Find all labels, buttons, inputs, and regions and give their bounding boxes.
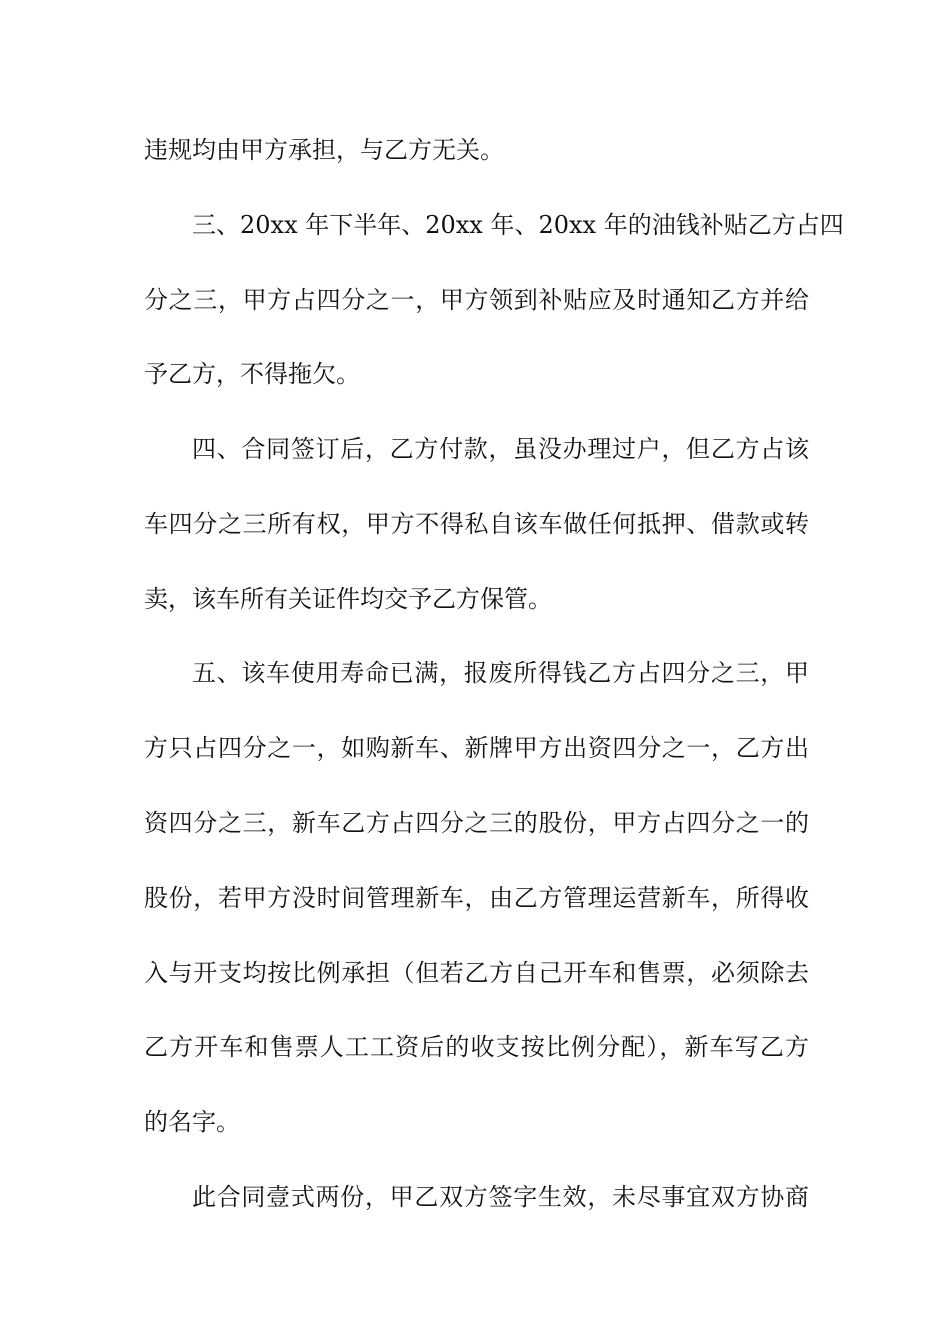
blank-line [144, 1142, 809, 1179]
blank-line [144, 618, 809, 655]
text-line: 四、合同签订后，乙方付款，虽没办理过户，但乙方占该 [192, 435, 809, 464]
text-line: 违规均由甲方承担，与乙方无关。 [144, 136, 504, 164]
blank-line [144, 394, 809, 431]
text-line: 卖，该车所有关证件均交予乙方保管。 [144, 584, 552, 613]
blank-line [144, 842, 809, 879]
blank-line [144, 1067, 809, 1104]
blank-line [144, 169, 809, 206]
text-line: 方只占四分之一，如购新车、新牌甲方出资四分之一，乙方出 [144, 734, 809, 763]
contract-body [144, 132, 844, 1216]
blank-line [144, 768, 809, 805]
text-line: 的名字。 [144, 1108, 240, 1137]
text-line: 三、20xx 年下半年、20xx 年、20xx 年的油钱补贴乙方占四 [192, 210, 844, 239]
text-line: 车四分之三所有权，甲方不得私自该车做任何抵押、借款或转 [144, 509, 809, 538]
blank-line [144, 543, 809, 580]
blank-line [144, 469, 809, 506]
blank-line [144, 917, 809, 954]
text-line: 资四分之三，新车乙方占四分之三的股份，甲方占四分之一的 [144, 809, 809, 838]
blank-line [144, 244, 809, 281]
text-line: 五、该车使用寿命已满，报废所得钱乙方占四分之三，甲 [192, 659, 809, 688]
text-line: 股份，若甲方没时间管理新车，由乙方管理运营新车，所得收 [144, 883, 809, 912]
text-line: 予乙方，不得拖欠。 [144, 360, 360, 389]
text-line: 此合同壹式两份，甲乙双方签字生效，未尽事宜双方协商 [192, 1182, 809, 1211]
blank-line [144, 319, 809, 356]
text-line: 乙方开车和售票人工工资后的收支按比例分配），新车写乙方 [144, 1033, 809, 1062]
blank-line [144, 992, 809, 1029]
text-line: 分之三，甲方占四分之一，甲方领到补贴应及时通知乙方并给 [144, 285, 809, 314]
text-line: 入与开支均按比例承担（但若乙方自己开车和售票，必须除去 [144, 958, 809, 987]
blank-line [144, 693, 809, 730]
